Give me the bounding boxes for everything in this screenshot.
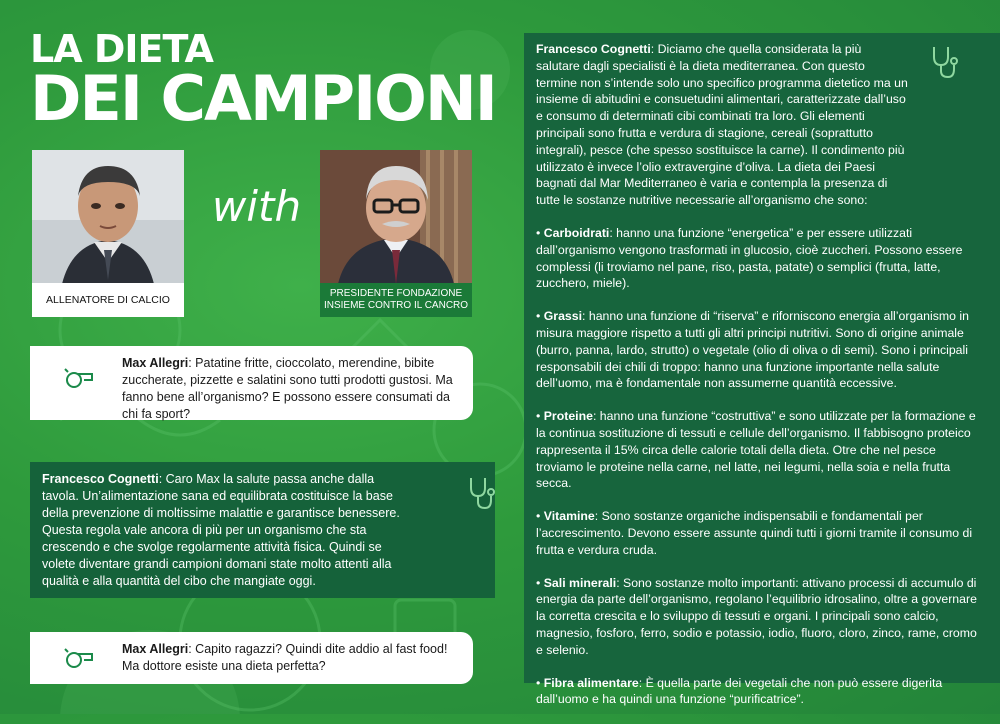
nutrient-fibra-alimentare: • Fibra alimentare: È quella parte dei vegetali che non può essere digerita dall’uomo e ha quindi una funzione “purificatrice”.: [536, 675, 943, 707]
speaker-name: Francesco Cognetti: [536, 42, 651, 56]
nutrient-term: Carboidrati: [543, 225, 610, 240]
title-line-1: LA DIETA: [30, 27, 213, 71]
nutrient-description: : hanno una funzione “costruttiva” e sono utilizzate per la formazione e la continua sostituzione di tessuti e cellule dell’organismo. Il fabbisogno proteico rappresenta il 15% circa delle calorie totali della dieta. Otre che nel pesce troviamo le proteine nella carne, nel latte, nei legumi, nella soia e nella frutta secca.: [536, 409, 976, 491]
nutrient-vitamine: • Vitamine: Sono sostanze organiche indispensabili e fondamentali per l’accrescimento. Devono essere assunte quindi tutti i giorni tramite il consumo di frutta e verdura cruda.: [536, 509, 973, 557]
with-text: with: [212, 182, 302, 231]
speaker-name: Max Allegri: [122, 356, 189, 370]
dialogue-text: [122, 641, 457, 675]
nutrient-description: : Sono sostanze molto importanti: attivano processi di accumulo di energia da parte dell’organismo, regolano l’equilibrio idrosalino, oltre a governare la corretta crescita e lo sviluppo di tessuti e organi. I principali sono calcio, magnesio, fosforo, ferro, sodio e potassio, iodio, fluoro, cloro, zinco, rame, cromo e selenio.: [536, 575, 977, 657]
nutrient-description: : hanno una funzione di “riserva” e riforniscono energia all’organismo in misura maggiore rispetto a tutti gli altri principi nutritivi. Sono di origine animale (burro, panna, lardo, strutto) o vegetale (olio di oliva o di semi). Sono i principali responsabili dei chili di troppo: hanno una funzione importante nella salute dell’uomo, ma è fondamentale non assumerne quantità eccessive.: [536, 309, 969, 391]
info-panel: [524, 33, 1000, 707]
dialogue-allegri-2: [30, 632, 473, 684]
dialogue-text: [42, 471, 402, 590]
nutrient-sali-minerali: • Sali minerali: Sono sostanze molto importanti: attivano processi di accumulo di energia da parte dell’organismo, regolano l’equilibrio idrosalino, oltre a governare la corretta crescita e lo sviluppo di tessuti e organi. I principali sono calcio, magnesio, fosforo, ferro, sodio e potassio, iodio, fluoro, cloro, zinco, rame, cromo e selenio.: [536, 575, 977, 657]
info-intro: [536, 41, 908, 209]
nutrient-proteine: • Proteine: hanno una funzione “costruttiva” e sono utilizzate per la formazione e la continua sostituzione di tessuti e cellule dell’organismo. Il fabbisogno proteico rappresenta il 15% circa delle calorie totali della dieta. Otre che nel pesce troviamo le proteine nella carne, nel latte, nei legumi, nella soia e nella frutta secca.: [536, 409, 976, 491]
nutrient-term: Vitamine: [543, 509, 595, 524]
caption-doctor-line-2: INSIEME CONTRO IL CANCRO: [323, 300, 469, 311]
whistle-icon: [64, 646, 94, 675]
info-panel-text: [536, 41, 986, 724]
nutrient-grassi: • Grassi: hanno una funzione di “riserva” e riforniscono energia all’organismo in misura maggiore rispetto a tutti gli altri principi nutritivi. Sono di origine animale (burro, panna, lardo, strutto) o vegetale (olio di oliva o di semi). Sono i principali responsabili dei chili di troppo: hanno una funzione importante nella salute dell’uomo, ma è fondamentale non assumerne quantità eccessive.: [536, 309, 969, 391]
dialogue-text: [122, 355, 457, 423]
nutrient-description: : È quella parte dei vegetali che non può essere digerita dall’uomo e ha quindi una funzione “purificatrice”.: [536, 675, 943, 707]
nutrient-term: Sali minerali: [543, 575, 617, 590]
nutrient-term: Fibra alimentare: [543, 675, 639, 690]
speaker-name: Francesco Cognetti: [42, 472, 159, 486]
nutrient-term: Proteine: [543, 409, 593, 424]
dialogue-allegri-1: [30, 346, 473, 420]
nutrient-term: Grassi: [543, 309, 583, 324]
stethoscope-icon: [467, 476, 497, 515]
dialogue-body: : Caro Max la salute passa anche dalla tavola. Un’alimentazione sana ed equilibrata costituisce la base della prevenzione di moltissime malattie e garantisce benessere. Questa regola vale ancora di più per un organismo che sta crescendo e che svolge regolarmente attività fisica. Quindi se volete diventare grandi campioni domani state molto attenti alla qualità e alla quantità del cibo che mangiate oggi.: [42, 472, 400, 588]
nutrient-description: : Sono sostanze organiche indispensabili e fondamentali per l’accrescimento. Devono essere assunte quindi tutti i giorni tramite il consumo di frutta e verdura cruda.: [536, 509, 973, 557]
intro-body: : Diciamo che quella considerata la più salutare dagli specialisti è la dieta mediterranea. Con questo termine non s’intende solo uno specifico programma dietetico ma un insieme di abitudini e consuetudini alimentari, caratterizzate dall’uso e consumo di determinati cibi combinati tra loro. Gli elementi principali sono frutta e verdura di stagione, cereali (soprattutto integrali), pesce (che spesso sostituisce la carne). Il condimento più utilizzato è invece l’olio extravergine d’oliva. La dieta dei Paesi bagnati dal Mar Mediterraneo è varia e contempla la presenza di tutte le sostanze nutritive necessarie all’organismo che sono:: [536, 42, 908, 208]
caption-coach: ALLENATORE DI CALCIO: [32, 283, 184, 317]
speaker-name: Max Allegri: [122, 642, 189, 656]
nutrient-description: : hanno una funzione “energetica” e per essere utilizzati dall’organismo vengono trasformati in glucosio, cioè zuccheri. Possono essere complessi (li troviamo nel pane, riso, pasta, patate) o semplici (frutta, latte, zucchero, miele).: [536, 225, 963, 291]
photo-coach: [32, 150, 184, 284]
caption-doctor-line-1: PRESIDENTE FONDAZIONE: [329, 288, 463, 299]
dialogue-cognetti: [30, 462, 495, 598]
title-line-2: DEI CAMPIONI: [30, 62, 496, 135]
photo-doctor: [320, 150, 472, 284]
caption-doctor: [320, 283, 472, 317]
nutrient-carboidrati: • Carboidrati: hanno una funzione “energetica” e per essere utilizzati dall’organismo vengono trasformati in glucosio, cioè zuccheri. Possono essere complessi (li troviamo nel pane, riso, pasta, patate) o semplici (frutta, latte, zucchero, miele).: [536, 225, 963, 291]
dialogue-body: : Capito ragazzi? Quindi dite addio al fast food! Ma dottore esiste una dieta perfetta?: [122, 642, 448, 673]
whistle-icon: [64, 366, 94, 395]
dialogue-body: : Patatine fritte, cioccolato, merendine, bibite zuccherate, pizzette e salatini sono tutti prodotti gustosi. Ma fanno bene all’organismo? E possono essere consumati da chi fa sport?: [122, 356, 453, 421]
